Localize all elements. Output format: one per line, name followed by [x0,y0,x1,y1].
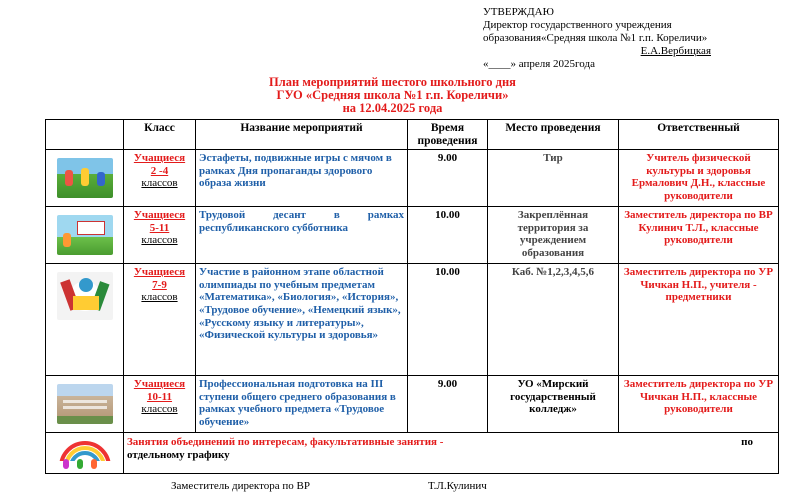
table-row [46,150,779,207]
footer-schedule: отдельному графику [127,448,230,461]
row-place: Каб. №1,2,3,4,5,6 [488,264,619,376]
row-place: Тир [488,150,619,207]
footer-activities: Занятия объединений по интересам, факультативные занятия - [127,436,444,449]
grade-word: классов [141,291,178,304]
approve-school: образования«Средняя школа №1 г.п. Кореличи» [483,32,708,44]
row-place: Закреплённая территория за учреждением образования [488,207,619,264]
grade-range: 2 -4 [150,164,169,177]
grade-label: Учащиеся [133,378,186,391]
header-img [46,120,124,150]
header-place: Место проведения [488,120,619,150]
grade-range: 5-11 [149,221,170,234]
title-line-1: План мероприятий шестого школьного дня [269,75,516,89]
footer-po: по [741,436,753,449]
rainbow-children-icon [55,435,115,471]
grade-word: классов [141,403,178,416]
signature-role: Заместитель директора по ВР [171,480,310,492]
row-class-cell [124,264,196,376]
row-responsible: Заместитель директора по УР Чичкан Н.П., классные руководители [619,376,779,433]
row-responsible: Учитель физической культуры и здоровья Ермалович Д.Н., классные руководители [619,150,779,207]
row-responsible: Заместитель директора по ВР Кулинич Т.Л., классные руководители [619,207,779,264]
header-class: Класс [124,120,196,150]
row-image-cell [46,207,124,264]
header-event: Название мероприятий [196,120,408,150]
title-line-3: на 12.04.2025 года [342,101,443,115]
grade-range: 7-9 [152,278,167,291]
row-time: 10.00 [408,207,488,264]
row-image-cell [46,150,124,207]
approve-word: УТВЕРЖДАЮ [483,6,554,18]
college-building-icon [57,384,113,424]
grade-label: Учащиеся [133,266,186,279]
plan-title [0,76,785,115]
row-event: Участие в районном этапе областной олимпиады по учебным предметам «Математика», «Биология», «История», «Трудовое обучение», «Немецкий язык», «Русскому языку и литературы», «Физической культуры и здоровья» [196,264,408,376]
table-footer-row [46,433,779,474]
row-time: 9.00 [408,150,488,207]
row-responsible: Заместитель директора по УР Чичкан Н.П., учителя - предметники [619,264,779,376]
row-class-cell [124,376,196,433]
sports-picture-icon [57,158,113,198]
table-row [46,376,779,433]
row-event: Профессиональная подготовка на III ступени общего среднего образования в рамках учебного предмета «Трудовое обучение» [196,376,408,433]
approve-name: Е.А.Вербицкая [640,45,711,57]
row-event: Эстафеты, подвижные игры с мячом в рамках Дня пропаганды здорового образа жизни [196,150,408,207]
row-time: 10.00 [408,264,488,376]
olympiad-picture-icon [57,272,113,320]
row-class-cell [124,207,196,264]
header-time: Время проведения [408,120,488,150]
plan-table [45,119,779,474]
cleanup-picture-icon [57,215,113,255]
row-image-cell [46,433,124,474]
row-place: УО «Мирский государственный колледж» [488,376,619,433]
grade-range: 10-11 [146,390,173,403]
grade-word: классов [141,177,178,190]
table-header-row [46,120,779,150]
grade-word: классов [141,234,178,247]
title-line-2: ГУО «Средняя школа №1 г.п. Кореличи» [276,88,509,102]
footer-cell [124,433,779,474]
row-time: 9.00 [408,376,488,433]
table-row [46,207,779,264]
row-event: Трудовой десант в рамках республиканского субботника [196,207,408,264]
header-responsible: Ответственный [619,120,779,150]
table-row [46,264,779,376]
approve-director: Директор государственного учреждения [483,19,672,31]
row-image-cell [46,376,124,433]
approval-block [483,6,711,71]
grade-label: Учащиеся [133,209,186,222]
row-class-cell [124,150,196,207]
approve-date: «____» апреля 2025года [483,58,595,70]
row-image-cell [46,264,124,376]
grade-label: Учащиеся [133,152,186,165]
signature-name: Т.Л.Кулинич [428,480,487,492]
